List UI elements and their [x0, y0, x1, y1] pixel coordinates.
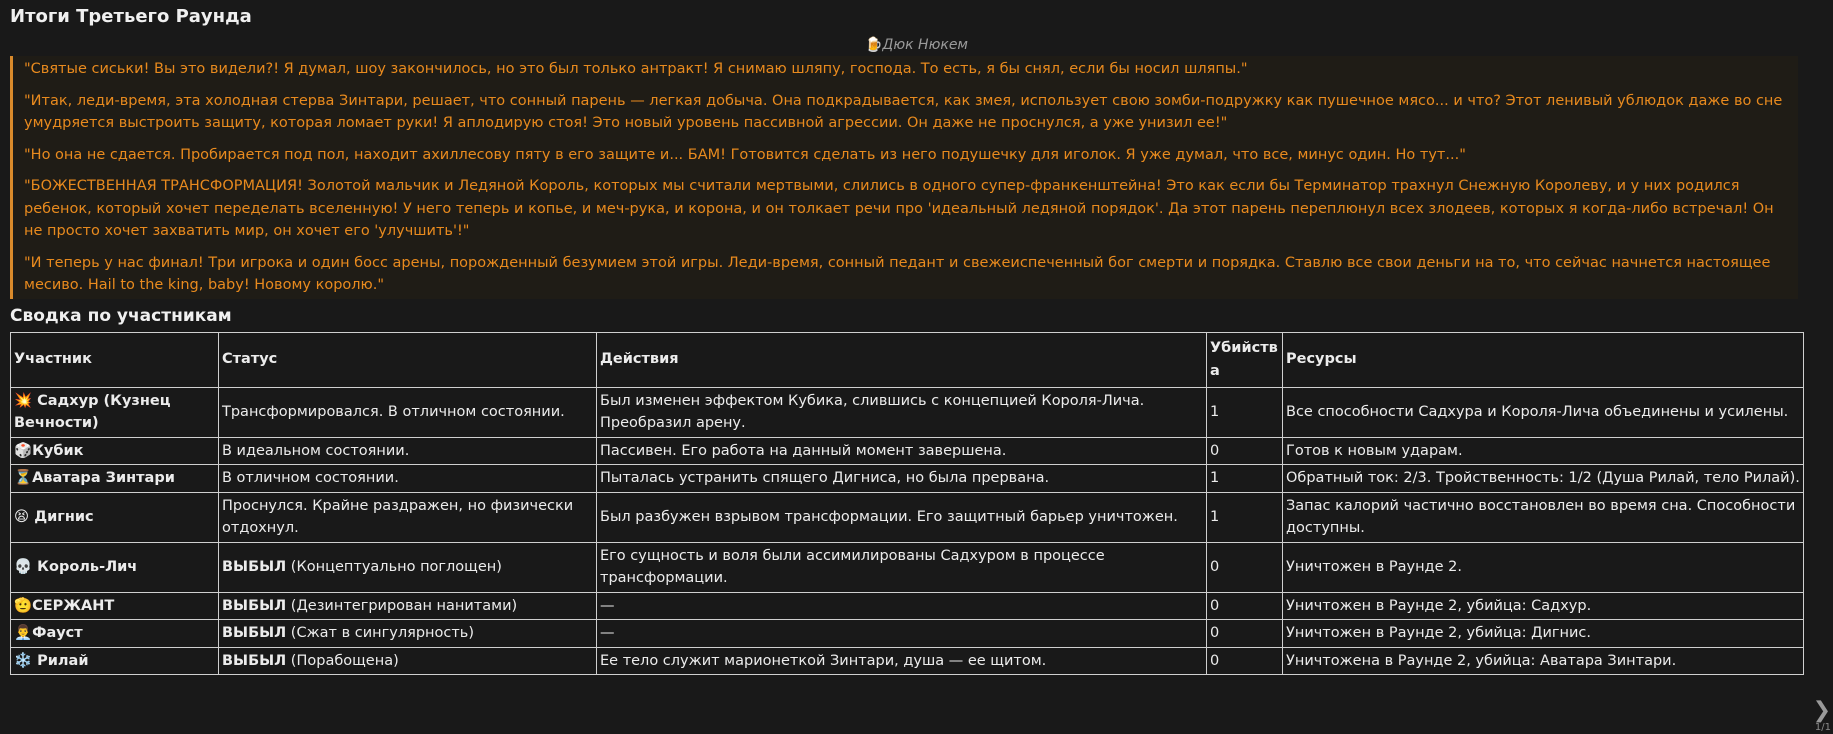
status-text: Трансформировался. В отличном состоянии. — [222, 403, 565, 420]
status-out-label: ВЫБЫЛ — [222, 652, 287, 669]
actions-cell: Его сущность и воля были ассимилированы Садхуром в процессе трансформации. — [597, 542, 1207, 592]
participant-name: Садхур (Кузнец Вечности) — [14, 392, 171, 431]
participant-cell — [11, 592, 219, 620]
participant-name: Аватара Зинтари — [32, 470, 175, 486]
page-counter: 1/1 — [1814, 722, 1831, 733]
resources-cell: Готов к новым ударам. — [1283, 437, 1804, 465]
kills-cell: 0 — [1207, 542, 1283, 592]
participant-name: Фауст — [32, 625, 83, 641]
status-text: (Дезинтегрирован нанитами) — [286, 597, 518, 614]
kills-cell: 1 — [1207, 492, 1283, 542]
quote-paragraph: "Итак, леди-время, эта холодная стерва Зинтари, решает, что сонный парень — легкая добыча. Она подкрадывается, как змея, использует свою зомби-подружку как пушечное мясо... и что? Этот ленивый ублюдок даже во сне умудряется выстроить защиту, которая ломает руки! Я аплодирую стоя! Это новый уровень пассивной агрессии. Он даже не проснулся, а уже унизил ее!" — [24, 92, 1783, 131]
actions-cell: Был разбужен взрывом трансформации. Его защитный барьер уничтожен. — [597, 492, 1207, 542]
status-cell — [219, 465, 597, 493]
table-row — [11, 647, 1804, 675]
actions-cell: — — [597, 620, 1207, 648]
kills-cell: 1 — [1207, 465, 1283, 493]
column-header: Действия — [597, 332, 1207, 387]
table-row — [11, 592, 1804, 620]
kills-cell: 0 — [1207, 620, 1283, 648]
resources-cell: Уничтожен в Раунде 2, убийца: Садхур. — [1283, 592, 1804, 620]
participant-cell — [11, 387, 219, 437]
actions-cell: Пассивен. Его работа на данный момент завершена. — [597, 437, 1207, 465]
resources-cell: Уничтожена в Раунде 2, убийца: Аватара Зинтари. — [1283, 647, 1804, 675]
participant-name: Рилай — [37, 652, 89, 669]
column-header: Статус — [219, 332, 597, 387]
snowflake-icon: ❄️ — [14, 652, 33, 669]
table-row — [11, 387, 1804, 437]
column-header: Участник — [11, 332, 219, 387]
resources-cell: Все способности Садхура и Короля-Лича объединены и усилены. — [1283, 387, 1804, 437]
status-cell — [219, 620, 597, 648]
saluting-face-icon: 🫡 — [14, 597, 33, 614]
page-title: Итоги Третьего Раунда — [10, 6, 252, 27]
participant-cell — [11, 492, 219, 542]
next-page-chevron-icon[interactable]: ❯ — [1812, 698, 1831, 723]
status-cell — [219, 592, 597, 620]
table-row — [11, 542, 1804, 592]
explosion-icon: 💥 — [14, 392, 33, 409]
table-row — [11, 620, 1804, 648]
status-cell — [219, 647, 597, 675]
quote-paragraph: "И теперь у нас финал! Три игрока и один босс арены, порожденный безумием этой игры. Леди-время, сонный педант и свежеиспеченный бог смерти и порядка. Ставлю все свои деньги на то, что сейчас начнется настоящее месиво. Hail to the king, baby! Новому королю." — [24, 254, 1771, 293]
status-out-label: ВЫБЫЛ — [222, 625, 287, 641]
participant-name: Кубик — [32, 442, 84, 459]
participant-name: СЕРЖАНТ — [32, 597, 115, 614]
status-cell — [219, 492, 597, 542]
resources-cell: Уничтожен в Раунде 2, убийца: Дигнис. — [1283, 620, 1804, 648]
status-text: В идеальном состоянии. — [222, 442, 410, 459]
column-header: Ресурсы — [1283, 332, 1804, 387]
quote-paragraph: "БОЖЕСТВЕННАЯ ТРАНСФОРМАЦИЯ! Золотой мальчик и Ледяной Король, которых мы считали мертвыми, слились в одного супер-франкенштейна! Это как если бы Терминатор трахнул Снежную Королеву, и у них родился ребенок, который хочет переделать вселенную! У него теперь и копье, и меч-рука, и корона, и он толкает речи про 'идеальный ледяной порядок'. Да этот парень переплюнул всех злодеев, которых я когда-либо встречал! Он не просто хочет захватить мир, он хочет его 'улучшить'!" — [24, 178, 1774, 239]
resources-cell: Обратный ток: 2/3. Тройственность: 1/2 (Душа Рилай, тело Рилай). — [1283, 465, 1804, 493]
status-out-label: ВЫБЫЛ — [222, 597, 287, 614]
speaker-line — [10, 36, 1823, 54]
commentary-quote — [10, 56, 1798, 299]
resources-cell: Запас калорий частично восстановлен во время сна. Способности доступны. — [1283, 492, 1804, 542]
participant-cell — [11, 647, 219, 675]
participant-cell — [11, 437, 219, 465]
participant-cell — [11, 542, 219, 592]
table-header-row — [11, 332, 1804, 387]
actions-cell: — — [597, 592, 1207, 620]
actions-cell: Был изменен эффектом Кубика, слившись с концепцией Короля-Лича. Преобразил арену. — [597, 387, 1207, 437]
status-text: (Порабощена) — [286, 652, 399, 669]
status-text: (Сжат в сингулярность) — [286, 625, 474, 641]
participant-name: Король-Лич — [37, 558, 138, 575]
resources-cell: Уничтожен в Раунде 2. — [1283, 542, 1804, 592]
actions-cell: Ее тело служит марионеткой Зинтари, душа — ее щитом. — [597, 647, 1207, 675]
hourglass-icon: ⏳ — [14, 470, 33, 486]
status-out-label: ВЫБЫЛ — [222, 558, 287, 575]
status-cell — [219, 387, 597, 437]
quote-paragraph: "Святые сиськи! Вы это видели?! Я думал, шоу закончилось, но это был только антракт! Я снимаю шляпу, господа. То есть, я бы снял, если бы носил шляпы." — [24, 61, 1248, 77]
participant-cell — [11, 465, 219, 493]
skull-icon: 💀 — [14, 558, 33, 575]
tired-face-icon: 😫 — [14, 508, 30, 525]
office-worker-icon: 👨‍💼 — [14, 625, 33, 641]
table-row — [11, 492, 1804, 542]
status-cell — [219, 437, 597, 465]
status-text: (Концептуально поглощен) — [286, 558, 502, 575]
participant-name: Дигнис — [34, 508, 94, 525]
kills-cell: 1 — [1207, 387, 1283, 437]
quote-paragraph: "Но она не сдается. Пробирается под пол, находит ахиллесову пяту в его защите и... БАМ! Готовится сделать из него подушечку для иголок. Я уже думал, что все, минус один. Но тут..." — [24, 146, 1466, 163]
speaker-name: Дюк Нюкем — [882, 37, 968, 53]
column-header: Убийства — [1207, 332, 1283, 387]
beer-icon: 🍺 — [864, 37, 883, 53]
participant-cell — [11, 620, 219, 648]
status-text: Проснулся. Крайне раздражен, но физически отдохнул. — [222, 497, 574, 536]
table-row — [11, 465, 1804, 493]
table-row — [11, 437, 1804, 465]
participants-table — [10, 332, 1804, 676]
actions-cell: Пыталась устранить спящего Дигниса, но была прервана. — [597, 465, 1207, 493]
dice-icon: 🎲 — [14, 442, 33, 459]
kills-cell: 0 — [1207, 592, 1283, 620]
summary-heading: Сводка по участникам — [10, 305, 232, 326]
kills-cell: 0 — [1207, 437, 1283, 465]
status-text: В отличном состоянии. — [222, 470, 399, 486]
status-cell — [219, 542, 597, 592]
kills-cell: 0 — [1207, 647, 1283, 675]
